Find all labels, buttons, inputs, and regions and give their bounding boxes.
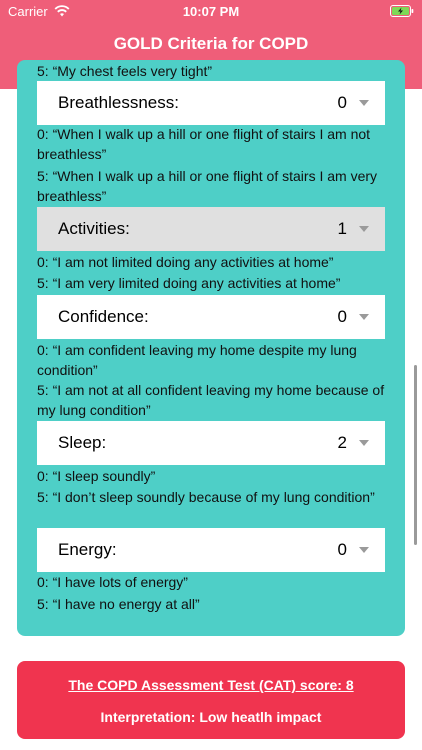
- sleep-desc-5: 5: “I don’t sleep soundly because of my lung condition”: [37, 489, 375, 505]
- confidence-label: Confidence:: [58, 307, 149, 326]
- scrollbar[interactable]: [414, 365, 417, 545]
- page-title: GOLD Criteria for COPD: [113, 34, 309, 53]
- clipped-description: 5: “My chest feels very tight”: [37, 63, 213, 79]
- energy-value: 0: [337, 540, 347, 559]
- carrier-label: Carrier: [8, 4, 48, 19]
- energy-label: Energy:: [58, 540, 117, 559]
- score-summary: [17, 661, 405, 739]
- questions-panel: [17, 60, 405, 636]
- sleep-picker[interactable]: [37, 421, 385, 465]
- confidence-desc-5: 5: “I am not at all confident leaving my home because of my lung condition”: [37, 382, 385, 418]
- breathlessness-picker[interactable]: [37, 81, 385, 125]
- energy-picker[interactable]: [37, 528, 385, 572]
- chevron-down-icon: [359, 226, 369, 232]
- confidence-value: 0: [337, 307, 347, 326]
- sleep-label: Sleep:: [58, 433, 107, 452]
- energy-desc-0: 0: “I have lots of energy”: [37, 574, 188, 590]
- chevron-down-icon: [359, 314, 369, 320]
- sleep-desc-0: 0: “I sleep soundly”: [37, 468, 156, 484]
- breathlessness-desc-0: 0: “When I walk up a hill or one flight of stairs I am not breathless”: [37, 126, 371, 162]
- confidence-picker[interactable]: [37, 295, 385, 339]
- interpretation-text: Interpretation: Low heatlh impact: [100, 709, 322, 725]
- breathlessness-label: Breathlessness:: [58, 93, 179, 112]
- battery-charging-icon: [390, 5, 414, 17]
- breathlessness-value: 0: [337, 93, 347, 112]
- status-bar: [0, 0, 422, 24]
- activities-value: 1: [337, 219, 347, 238]
- breathlessness-desc-5: 5: “When I walk up a hill or one flight of stairs I am very breathless”: [37, 168, 378, 204]
- activities-desc-5: 5: “I am very limited doing any activities at home”: [37, 275, 341, 291]
- activities-label: Activities:: [58, 219, 130, 238]
- chevron-down-icon: [359, 547, 369, 553]
- chevron-down-icon: [359, 100, 369, 106]
- chevron-down-icon: [359, 440, 369, 446]
- cat-score-link[interactable]: The COPD Assessment Test (CAT) score: 8: [68, 677, 354, 693]
- energy-desc-5: 5: “I have no energy at all”: [37, 596, 200, 612]
- activities-picker[interactable]: [37, 207, 385, 251]
- clock-time: 10:07 PM: [182, 4, 240, 19]
- confidence-desc-0: 0: “I am confident leaving my home despite my lung condition”: [37, 342, 357, 378]
- sleep-value: 2: [337, 433, 347, 452]
- activities-desc-0: 0: “I am not limited doing any activities at home”: [37, 254, 334, 270]
